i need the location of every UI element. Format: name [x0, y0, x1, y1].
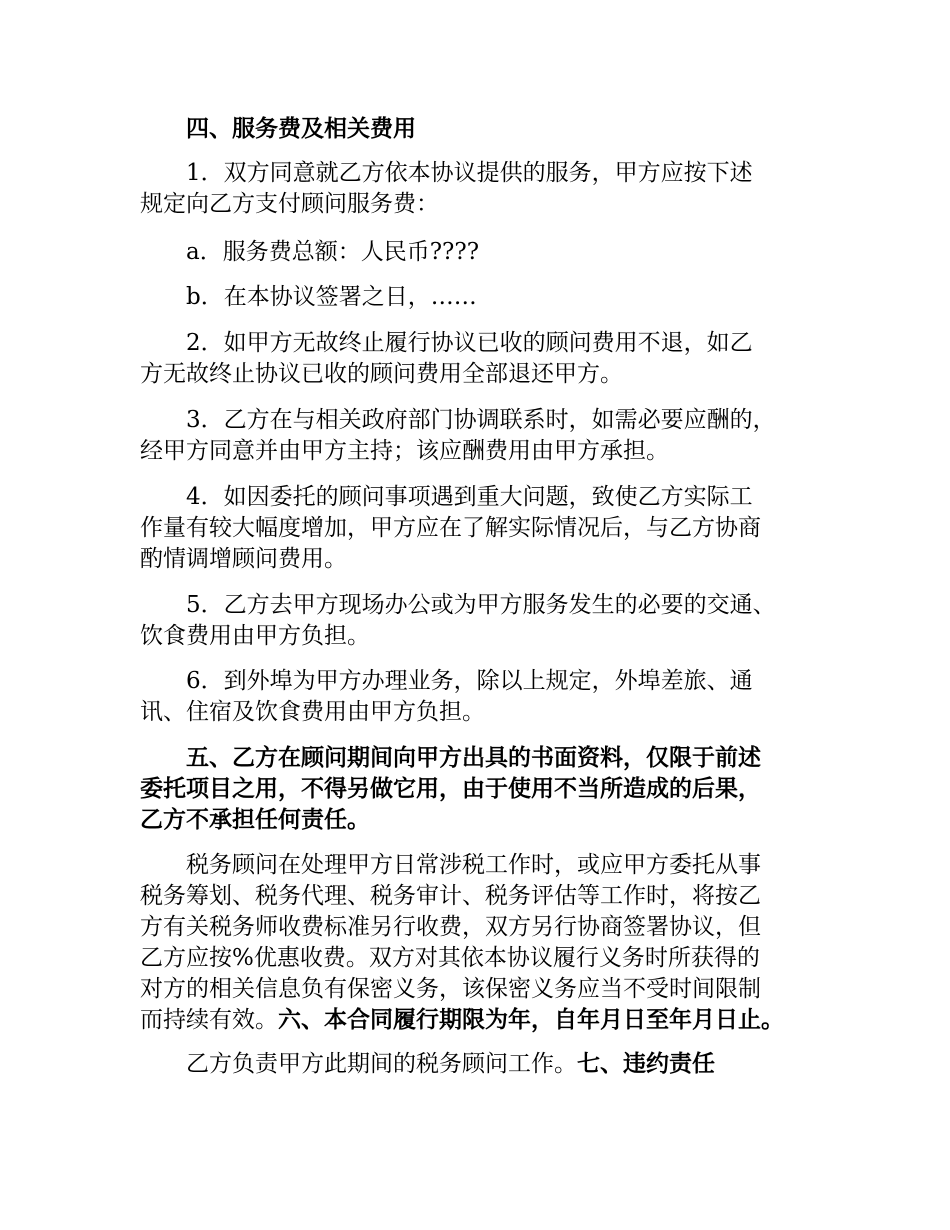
paragraph-item-5 [140, 590, 820, 652]
paragraph-tax-consulting [140, 850, 820, 1036]
paragraph-item-6 [140, 666, 820, 728]
tax-line-2: 税务筹划、税务代理、税务审计、税务评估等工作时，将按乙 [140, 883, 761, 909]
tax-line-4: 乙方应按%优惠收费。双方对其依本协议履行义务时所获得的 [140, 945, 760, 971]
item-4-line-2: 作量有较大幅度增加，甲方应在了解实际情况后，与乙方协商 [140, 515, 761, 541]
paragraph-item-4 [140, 482, 820, 575]
item-1-line-1: 1．双方同意就乙方依本协议提供的服务，甲方应按下述 [186, 160, 753, 186]
item-2-line-1: 2．如甲方无故终止履行协议已收的顾问费用不退，如乙 [186, 330, 753, 356]
paragraph-item-1 [140, 158, 820, 220]
item-3-line-1: 3．乙方在与相关政府部门协调联系时，如需必要应酬的， [186, 407, 776, 433]
item-a-text: a．服务费总额：人民币???? [186, 239, 480, 265]
paragraph-last [140, 1049, 820, 1080]
tax-line-3: 方有关税务师收费标准另行收费，双方另行协商签署协议，但 [140, 914, 761, 940]
item-5-line-1: 5．乙方去甲方现场办公或为甲方服务发生的必要的交通、 [186, 592, 776, 618]
paragraph-item-a [140, 237, 820, 268]
paragraph-item-b [140, 282, 820, 313]
item-4-line-1: 4．如因委托的顾问事项遇到重大问题，致使乙方实际工 [186, 484, 753, 510]
item-1-line-2: 规定向乙方支付顾问服务费： [140, 191, 439, 217]
tax-line-6 [140, 1005, 820, 1036]
item-5-line-2: 饮食费用由甲方负担。 [140, 623, 370, 649]
tax-line-5: 对方的相关信息负有保密义务，该保密义务应当不受时间限制 [140, 976, 761, 1002]
last-line [140, 1049, 820, 1080]
heading-5-line-1: 五、乙方在顾问期间向甲方出具的书面资料，仅限于前述 [186, 745, 761, 771]
tax-line-6-text: 而持续有效。 [140, 1007, 278, 1033]
paragraph-item-2 [140, 328, 820, 390]
tax-line-1: 税务顾问在处理甲方日常涉税工作时，或应甲方委托从事 [186, 852, 761, 878]
item-4-line-3: 酌情调增顾问费用。 [140, 546, 347, 572]
heading-5-line-3: 乙方不承担任何责任。 [140, 807, 370, 833]
item-b-text: b．在本协议签署之日，…… [186, 284, 477, 310]
last-line-text: 乙方负责甲方此期间的税务顾问工作。 [186, 1051, 577, 1077]
heading-4-text: 四、服务费及相关费用 [186, 116, 416, 142]
section-heading-5 [140, 743, 820, 836]
item-6-line-2: 讯、住宿及饮食费用由甲方负担。 [140, 699, 485, 725]
item-6-line-1: 6．到外埠为甲方办理业务，除以上规定，外埠差旅、通 [186, 668, 753, 694]
paragraph-item-3 [140, 405, 820, 467]
heading-5-line-2: 委托项目之用，不得另做它用，由于使用不当所造成的后果， [140, 776, 761, 802]
item-2-line-2: 方无故终止协议已收的顾问费用全部退还甲方。 [140, 361, 623, 387]
section-heading-7: 七、违约责任 [577, 1051, 715, 1077]
section-heading-4 [140, 114, 820, 145]
item-3-line-2: 经甲方同意并由甲方主持；该应酬费用由甲方承担。 [140, 438, 669, 464]
section-heading-6: 六、本合同履行期限为年，自年月日至年月日止。 [278, 1007, 784, 1033]
